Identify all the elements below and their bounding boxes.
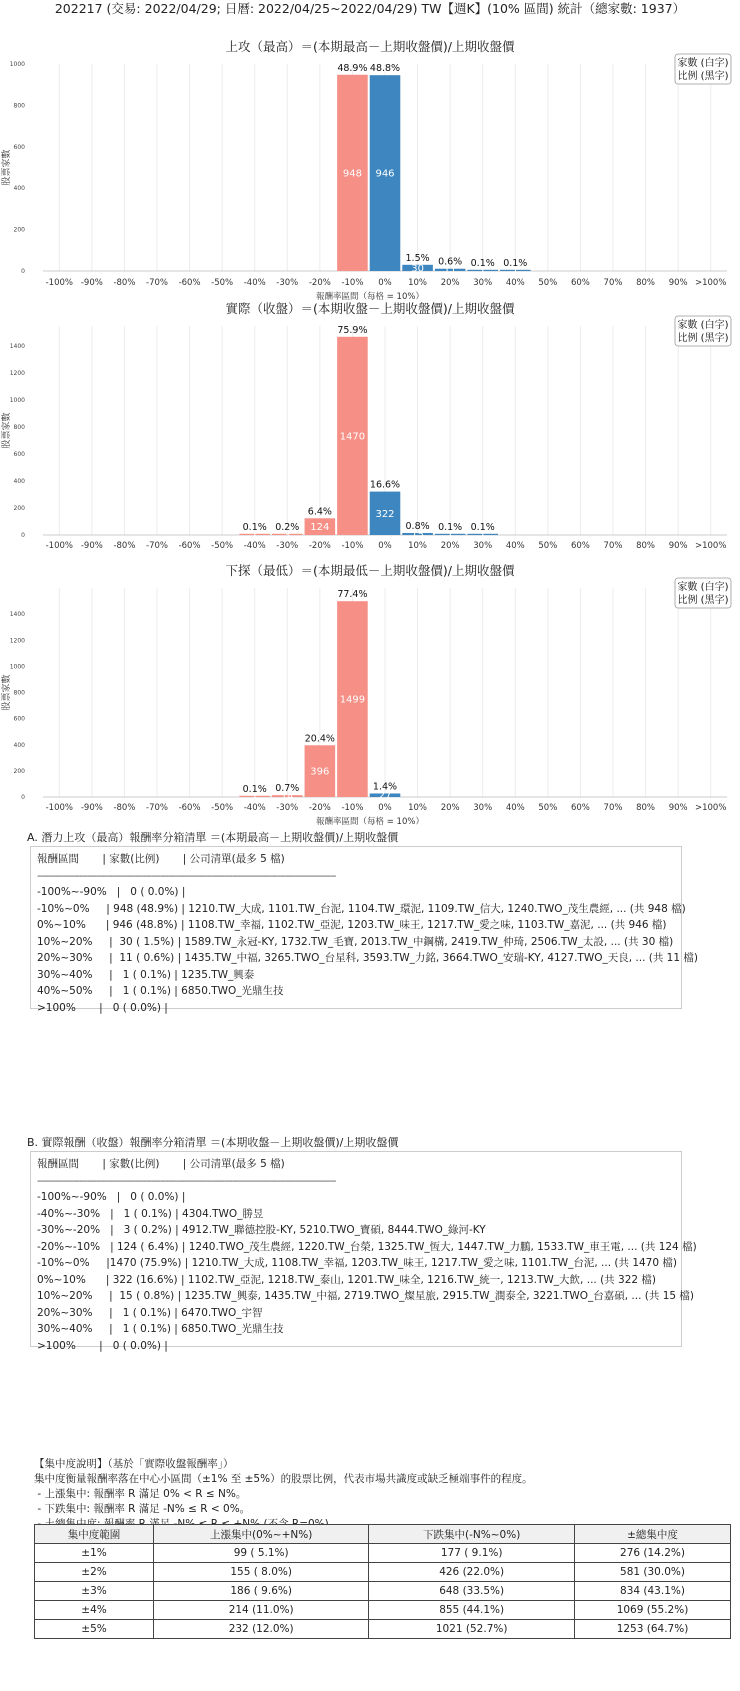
- table-row: [35, 1544, 731, 1563]
- note-line: 【集中度說明】（基於「實際收盤報酬率」）: [34, 1458, 234, 1470]
- table-cell: 177 ( 9.1%): [369, 1544, 575, 1563]
- bar-percent-label: 16.6%: [369, 479, 401, 491]
- table-cell: ±4%: [35, 1601, 154, 1620]
- table-cell: 276 (14.2%): [574, 1544, 730, 1563]
- note-line: - 下跌集中: 報酬率 R 滿足 -N% ≤ R < 0%。: [34, 1503, 251, 1515]
- x-tick-label: 20%: [440, 278, 460, 288]
- legend: [675, 54, 731, 84]
- bar-count-label: 30: [411, 263, 424, 275]
- list-line: -10%~0% | 948 (48.9%) | 1210.TW_大成, 1101.TW_台泥, 1104.TW_環泥, 1109.TW_信大, 1240.TWO_茂生農經, ... (共 948 檔): [37, 902, 686, 915]
- y-tick-label: 600: [13, 451, 25, 459]
- x-tick-label: -100%: [45, 803, 73, 813]
- table-cell: 855 (44.1%): [369, 1601, 575, 1620]
- bar-percent-label: 0.7%: [275, 783, 300, 795]
- bar-count-label: 1: [512, 265, 519, 277]
- bar-count-label: 27: [378, 790, 392, 802]
- page-title: 202217 (交易: 2022/04/29; 日曆: 2022/04/25~2022/04/29) TW【週K】(10% 區間) 統計（總家數: 1937）: [54, 1, 686, 16]
- x-tick-label: 40%: [505, 278, 525, 288]
- y-tick-label: 1400: [9, 611, 25, 619]
- x-tick-label: 60%: [570, 803, 590, 813]
- bar-count-label: 1: [446, 529, 454, 541]
- list-line: -100%~-90% | 0 ( 0.0%) |: [37, 1191, 186, 1203]
- y-tick-label: 200: [13, 767, 25, 775]
- x-tick-label: -40%: [243, 541, 266, 551]
- x-tick-label: 30%: [473, 278, 493, 288]
- list-line: >100% | 0 ( 0.0%) |: [37, 1339, 168, 1352]
- y-tick-label: 800: [13, 689, 25, 697]
- x-tick-label: 20%: [440, 803, 460, 813]
- x-tick-label: -10%: [341, 541, 364, 551]
- bar-percent-label: 0.1%: [438, 521, 463, 533]
- table-cell: 834 (43.1%): [574, 1582, 730, 1601]
- y-tick-label: 200: [13, 505, 25, 513]
- table-row: [35, 1601, 731, 1620]
- chart-title: 上攻（最高）＝(本期最高－上期收盤價)/上期收盤價: [225, 39, 515, 54]
- list-line: -30%~-20% | 3 ( 0.2%) | 4912.TW_聯德控股-KY, 5210.TWO_寶碩, 8444.TWO_綠河-KY: [37, 1224, 486, 1236]
- table-cell: 581 (30.0%): [574, 1563, 730, 1582]
- x-tick-label: -70%: [146, 278, 168, 288]
- note-line: 集中度衡量報酬率落在中心小區間（±1% 至 ±5%）的股票比例，代表市場共識度或缺乏極端事件的程度。: [34, 1473, 533, 1485]
- x-tick-label: -30%: [276, 541, 299, 551]
- x-tick-label: -10%: [341, 803, 364, 813]
- bar-percent-label: 0.8%: [405, 520, 430, 532]
- x-tick-label: -40%: [243, 278, 266, 288]
- x-tick-label: 70%: [603, 541, 623, 551]
- bar-percent-label: 48.9%: [337, 62, 368, 74]
- y-tick-label: 800: [13, 424, 25, 432]
- y-tick-label: 0: [21, 794, 25, 801]
- bar-percent-label: 0.1%: [503, 257, 528, 269]
- bar-count-label: 15: [411, 529, 424, 541]
- y-tick-label: 800: [13, 102, 25, 110]
- x-tick-label: 60%: [570, 278, 590, 288]
- x-tick-label: -60%: [178, 278, 201, 288]
- chart-title: 下探（最低）＝(本期最低－上期收盤價)/上期收盤價: [225, 563, 515, 578]
- x-tick-label: 80%: [636, 541, 656, 551]
- x-tick-label: -10%: [341, 278, 364, 288]
- bar-count-label: 3: [284, 529, 291, 541]
- table-header-cell: 上漲集中(0%~+N%): [154, 1525, 369, 1544]
- x-tick-label: 50%: [538, 278, 558, 288]
- x-tick-label: -30%: [276, 803, 299, 813]
- bar-count-label: 322: [375, 508, 395, 520]
- bar-percent-label: 0.1%: [470, 521, 495, 533]
- section-a-list: [30, 846, 698, 1014]
- table-cell: 186 ( 9.6%): [154, 1582, 369, 1601]
- bar-percent-label: 1.4%: [372, 781, 398, 793]
- y-tick-label: 1000: [9, 61, 25, 68]
- bar-percent-label: 0.1%: [470, 257, 495, 269]
- y-tick-label: 1200: [9, 370, 25, 378]
- bar-count-label: 124: [310, 522, 330, 534]
- x-tick-label: 70%: [603, 803, 623, 813]
- bar-percent-label: 77.4%: [337, 589, 368, 601]
- list-line: 30%~40% | 1 ( 0.1%) | 1235.TW_興泰: [37, 968, 255, 981]
- bar-count-label: 1470: [339, 431, 366, 443]
- x-tick-label: -70%: [146, 541, 168, 551]
- x-tick-label: -100%: [45, 541, 73, 551]
- table-row: [35, 1563, 731, 1582]
- table-header-cell: 集中度範圍: [35, 1525, 154, 1544]
- list-header: 報酬區間 | 家數(比例) | 公司清單(最多 5 檔): [37, 1158, 285, 1170]
- table-cell: ±3%: [35, 1582, 154, 1601]
- table-cell: 155 ( 8.0%): [154, 1563, 369, 1582]
- bar-count-label: 1: [479, 529, 486, 541]
- x-tick-label: -90%: [80, 278, 103, 288]
- table-cell: ±1%: [35, 1544, 154, 1563]
- bar-percent-label: 75.9%: [337, 324, 368, 336]
- bar-count-label: 396: [310, 766, 330, 778]
- x-tick-label: 20%: [440, 541, 460, 551]
- y-tick-label: 400: [13, 185, 25, 193]
- chart-actual-close: [0, 299, 740, 551]
- x-tick-label: -40%: [243, 803, 266, 813]
- x-tick-label: 10%: [408, 541, 428, 551]
- y-tick-label: 1000: [9, 397, 25, 405]
- table-header-cell: ±總集中度: [574, 1525, 730, 1544]
- bar-count-label: 11: [443, 265, 457, 277]
- y-tick-label: 600: [13, 715, 25, 723]
- x-tick-label: 10%: [408, 278, 428, 288]
- y-tick-label: 400: [13, 478, 25, 486]
- list-line: 20%~30% | 11 ( 0.6%) | 1435.TW_中福, 3265.TWO_台星科, 3593.TW_力銘, 3664.TWO_安瑞-KY, 4127.TWO_天良, ... (共 11 檔): [37, 952, 698, 964]
- bar-percent-label: 48.8%: [369, 63, 401, 75]
- table-cell: 648 (33.5%): [369, 1582, 575, 1601]
- table-cell: 214 (11.0%): [154, 1601, 369, 1620]
- section-b-title: B. 實際報酬（收盤）報酬率分箱清單 ＝(本期收盤－上期收盤價)/上期收盤價: [27, 1136, 399, 1149]
- y-axis-label: 股票家數: [2, 149, 12, 186]
- x-axis-label: 報酬率區間（每格 = 10%）: [316, 292, 424, 302]
- x-tick-label: 10%: [408, 803, 428, 813]
- table-cell: 99 ( 5.1%): [154, 1544, 369, 1563]
- legend: [675, 316, 731, 346]
- bar-percent-label: 0.2%: [275, 521, 300, 533]
- x-tick-label: 80%: [636, 803, 656, 813]
- bar-count-label: 1: [251, 529, 258, 541]
- list-line: 0%~10% | 946 (48.8%) | 1108.TW_幸福, 1102.TW_亞泥, 1203.TW_味王, 1217.TW_愛之味, 1103.TW_嘉泥, ... (共 946 檔): [37, 919, 667, 931]
- x-tick-label: 50%: [538, 541, 558, 551]
- chart-downside-low: [0, 561, 740, 827]
- note-line: - 上漲集中: 報酬率 R 滿足 0% < R ≤ N%。: [34, 1488, 247, 1500]
- x-tick-label: 50%: [538, 803, 558, 813]
- list-header: 報酬區間 | 家數(比例) | 公司清單(最多 5 檔): [37, 853, 285, 865]
- y-tick-label: 1000: [9, 663, 25, 671]
- legend-line-1: 家數 (白字): [677, 320, 729, 331]
- x-tick-label: -20%: [308, 541, 331, 551]
- list-separator: -----------------------------------------------------------------------------------------------------------: [37, 869, 336, 882]
- x-tick-label: 0%: [378, 278, 392, 288]
- x-tick-label: >100%: [694, 803, 727, 813]
- x-tick-label: >100%: [694, 541, 727, 551]
- list-line: -100%~-90% | 0 ( 0.0%) |: [37, 886, 186, 898]
- legend: [675, 578, 731, 608]
- table-header-cell: 下跌集中(-N%~0%): [369, 1525, 575, 1544]
- x-tick-label: 40%: [505, 803, 525, 813]
- concentration-table-header: [35, 1525, 731, 1544]
- x-tick-label: -50%: [211, 541, 234, 551]
- list-line: 10%~20% | 15 ( 0.8%) | 1235.TW_興泰, 1435.TW_中福, 2719.TWO_燦星旅, 2915.TW_潤泰全, 3221.TWO_台嘉碩, ... (共 15 檔): [37, 1290, 695, 1302]
- x-tick-label: -60%: [178, 541, 201, 551]
- x-tick-label: 30%: [473, 541, 493, 551]
- x-tick-label: 90%: [668, 541, 688, 551]
- x-tick-label: -20%: [308, 803, 331, 813]
- bar-count-label: 1: [479, 265, 486, 277]
- bar-percent-label: 0.1%: [242, 783, 267, 795]
- list-line: 30%~40% | 1 ( 0.1%) | 6850.TWO_光鼎生技: [37, 1323, 284, 1335]
- chart-upside-high: [0, 37, 740, 302]
- table-cell: 1021 (52.7%): [369, 1620, 575, 1639]
- x-tick-label: -80%: [113, 278, 136, 288]
- x-tick-label: -20%: [308, 278, 331, 288]
- bar-count-label: 1499: [339, 694, 366, 706]
- list-line: 10%~20% | 30 ( 1.5%) | 1589.TW_永冠-KY, 1732.TW_毛寶, 2013.TW_中鋼構, 2419.TW_仲琦, 2506.TW_太設, ... (共 30 檔): [37, 935, 674, 948]
- x-tick-label: 90%: [668, 278, 688, 288]
- x-tick-label: -70%: [146, 803, 168, 813]
- bar-percent-label: 0.6%: [438, 256, 463, 268]
- x-tick-label: 30%: [473, 803, 493, 813]
- table-cell: ±2%: [35, 1563, 154, 1582]
- list-line: -40%~-30% | 1 ( 0.1%) | 4304.TWO_勝昱: [37, 1207, 264, 1220]
- list-line: 40%~50% | 1 ( 0.1%) | 6850.TWO_光鼎生技: [37, 985, 284, 997]
- section-a-title: A. 潛力上攻（最高）報酬率分箱清單 ＝(本期最高－上期收盤價)/上期收盤價: [27, 831, 399, 844]
- y-tick-label: 0: [21, 532, 25, 539]
- x-tick-label: 80%: [636, 278, 656, 288]
- list-line: >100% | 0 ( 0.0%) |: [37, 1001, 168, 1014]
- y-tick-label: 600: [13, 143, 25, 151]
- x-tick-label: >100%: [694, 278, 727, 288]
- table-row: [35, 1582, 731, 1601]
- bar-percent-label: 6.4%: [307, 506, 332, 518]
- legend-line-2: 比例 (黑字): [677, 71, 729, 82]
- bar-count-label: 14: [280, 791, 294, 803]
- bar-count-label: 1: [251, 791, 258, 803]
- x-tick-label: -60%: [178, 803, 201, 813]
- list-line: -20%~-10% | 124 ( 6.4%) | 1240.TWO_茂生農經, 1220.TW_台榮, 1325.TW_恆大, 1447.TW_力鵬, 1533.TW_車王電, ... (共 124 檔): [37, 1240, 697, 1253]
- table-row: [35, 1620, 731, 1639]
- x-tick-label: 60%: [570, 541, 590, 551]
- table-cell: 1253 (64.7%): [574, 1620, 730, 1639]
- list-line: 0%~10% | 322 (16.6%) | 1102.TW_亞泥, 1218.TW_泰山, 1201.TW_味全, 1216.TW_統一, 1213.TW_大飲, ... (共 322 檔): [37, 1273, 656, 1286]
- bar-percent-label: 0.1%: [242, 521, 267, 533]
- concentration-notes: [34, 1457, 533, 1532]
- legend-line-2: 比例 (黑字): [677, 333, 729, 344]
- table-cell: 426 (22.0%): [369, 1563, 575, 1582]
- table-cell: ±5%: [35, 1620, 154, 1639]
- legend-line-1: 家數 (白字): [677, 58, 729, 69]
- y-axis-label: 股票家數: [2, 412, 12, 449]
- x-tick-label: 90%: [668, 803, 688, 813]
- x-tick-label: 0%: [378, 541, 392, 551]
- y-tick-label: 1400: [9, 343, 25, 351]
- list-line: 20%~30% | 1 ( 0.1%) | 6470.TWO_宇智: [37, 1306, 263, 1319]
- x-tick-label: -80%: [113, 803, 136, 813]
- table-cell: 232 (12.0%): [154, 1620, 369, 1639]
- x-tick-label: -50%: [211, 278, 234, 288]
- bar-percent-label: 1.5%: [405, 252, 430, 264]
- x-tick-label: 40%: [505, 541, 525, 551]
- x-tick-label: 70%: [603, 278, 623, 288]
- list-line: -10%~0% |1470 (75.9%) | 1210.TW_大成, 1108.TW_幸福, 1203.TW_味王, 1217.TW_愛之味, 1101.TW_台泥, ... (共 1470 檔): [37, 1257, 677, 1269]
- x-tick-label: -50%: [211, 803, 234, 813]
- x-tick-label: 0%: [378, 803, 392, 813]
- y-axis-label: 股票家數: [2, 674, 12, 711]
- y-tick-label: 1200: [9, 637, 25, 645]
- y-tick-label: 400: [13, 741, 25, 749]
- x-tick-label: -80%: [113, 541, 136, 551]
- legend-line-2: 比例 (黑字): [677, 595, 729, 606]
- section-b-list: [30, 1151, 697, 1352]
- x-axis-label: 報酬率區間（每格 = 10%）: [316, 817, 424, 827]
- bar-percent-label: 20.4%: [304, 733, 335, 745]
- x-tick-label: -30%: [276, 278, 299, 288]
- x-tick-label: -100%: [45, 278, 73, 288]
- chart-title: 實際（收盤）＝(本期收盤－上期收盤價)/上期收盤價: [225, 301, 515, 316]
- y-tick-label: 0: [21, 268, 25, 275]
- list-separator: -----------------------------------------------------------------------------------------------------------: [37, 1174, 336, 1187]
- bar-count-label: 948: [342, 168, 362, 180]
- x-tick-label: -90%: [80, 541, 103, 551]
- y-tick-label: 200: [13, 226, 25, 234]
- table-cell: 1069 (55.2%): [574, 1601, 730, 1620]
- legend-line-1: 家數 (白字): [677, 582, 729, 593]
- x-tick-label: -90%: [80, 803, 103, 813]
- concentration-table: [34, 1524, 731, 1639]
- bar-count-label: 946: [375, 168, 395, 180]
